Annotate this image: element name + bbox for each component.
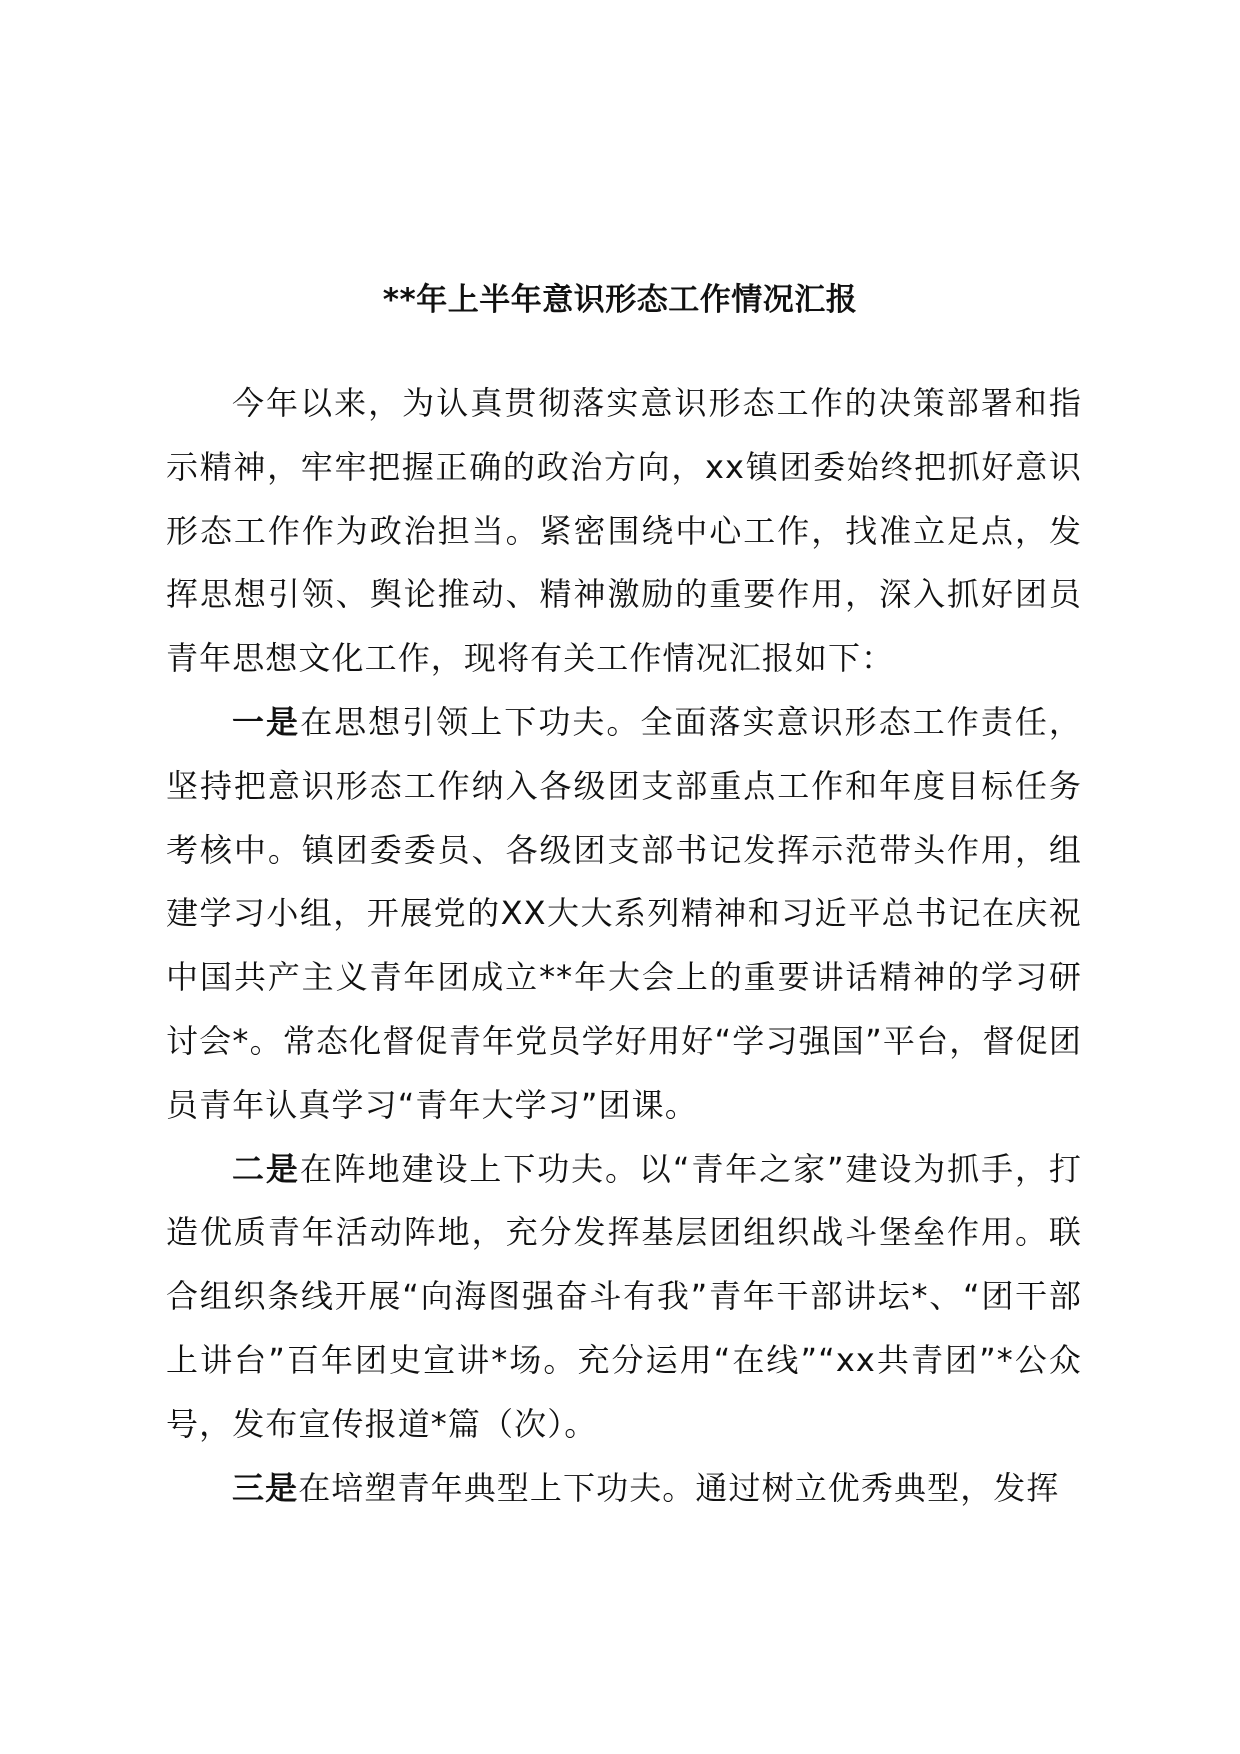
section-lead-1: 一是 — [232, 702, 301, 741]
section-paragraph-2 — [166, 1138, 1082, 1457]
intro-paragraph: 今年以来，为认真贯彻落实意识形态工作的决策部署和指示精神，牢牢把握正确的政治方向，xx镇团委始终把抓好意识形态工作作为政治担当。紧密围绕中心工作，找准立足点，发挥思想引领、舆论推动、精神激励的重要作用，深入抓好团员青年思想文化工作，现将有关工作情况汇报如下： — [166, 384, 1082, 678]
section-text-1: 在思想引领上下功夫。全面落实意识形态工作责任，坚持把意识形态工作纳入各级团支部重点工作和年度目标任务考核中。镇团委委员、各级团支部书记发挥示范带头作用，组建学习小组，开展党的XX大大系列精神和习近平总书记在庆祝中国共产主义青年团成立**年大会上的重要讲话精神的学习研讨会*。常态化督促青年党员学好用好“学习强国”平台，督促团员青年认真学习“青年大学习”团课。 — [166, 702, 1082, 1124]
document-title: **年上半年意识形态工作情况汇报 — [382, 282, 858, 318]
section-text-3: 在培塑青年典型上下功夫。通过树立优秀典型，发挥 — [298, 1468, 1060, 1507]
section-text-2: 在阵地建设上下功夫。以“青年之家”建设为抓手，打造优质青年活动阵地，充分发挥基层团组织战斗堡垒作用。联合组织条线开展“向海图强奋斗有我”青年干部讲坛*、“团干部上讲台”百年团史宣讲*场。充分运用“在线”“xx共青团”*公众号，发布宣传报道*篇（次）。 — [166, 1149, 1083, 1443]
section-paragraph-3 — [166, 1457, 1082, 1521]
section-lead-3: 三是 — [232, 1468, 299, 1507]
section-lead-2: 二是 — [232, 1149, 300, 1188]
section-paragraph-1 — [166, 691, 1082, 1138]
document-body — [166, 372, 1082, 1520]
